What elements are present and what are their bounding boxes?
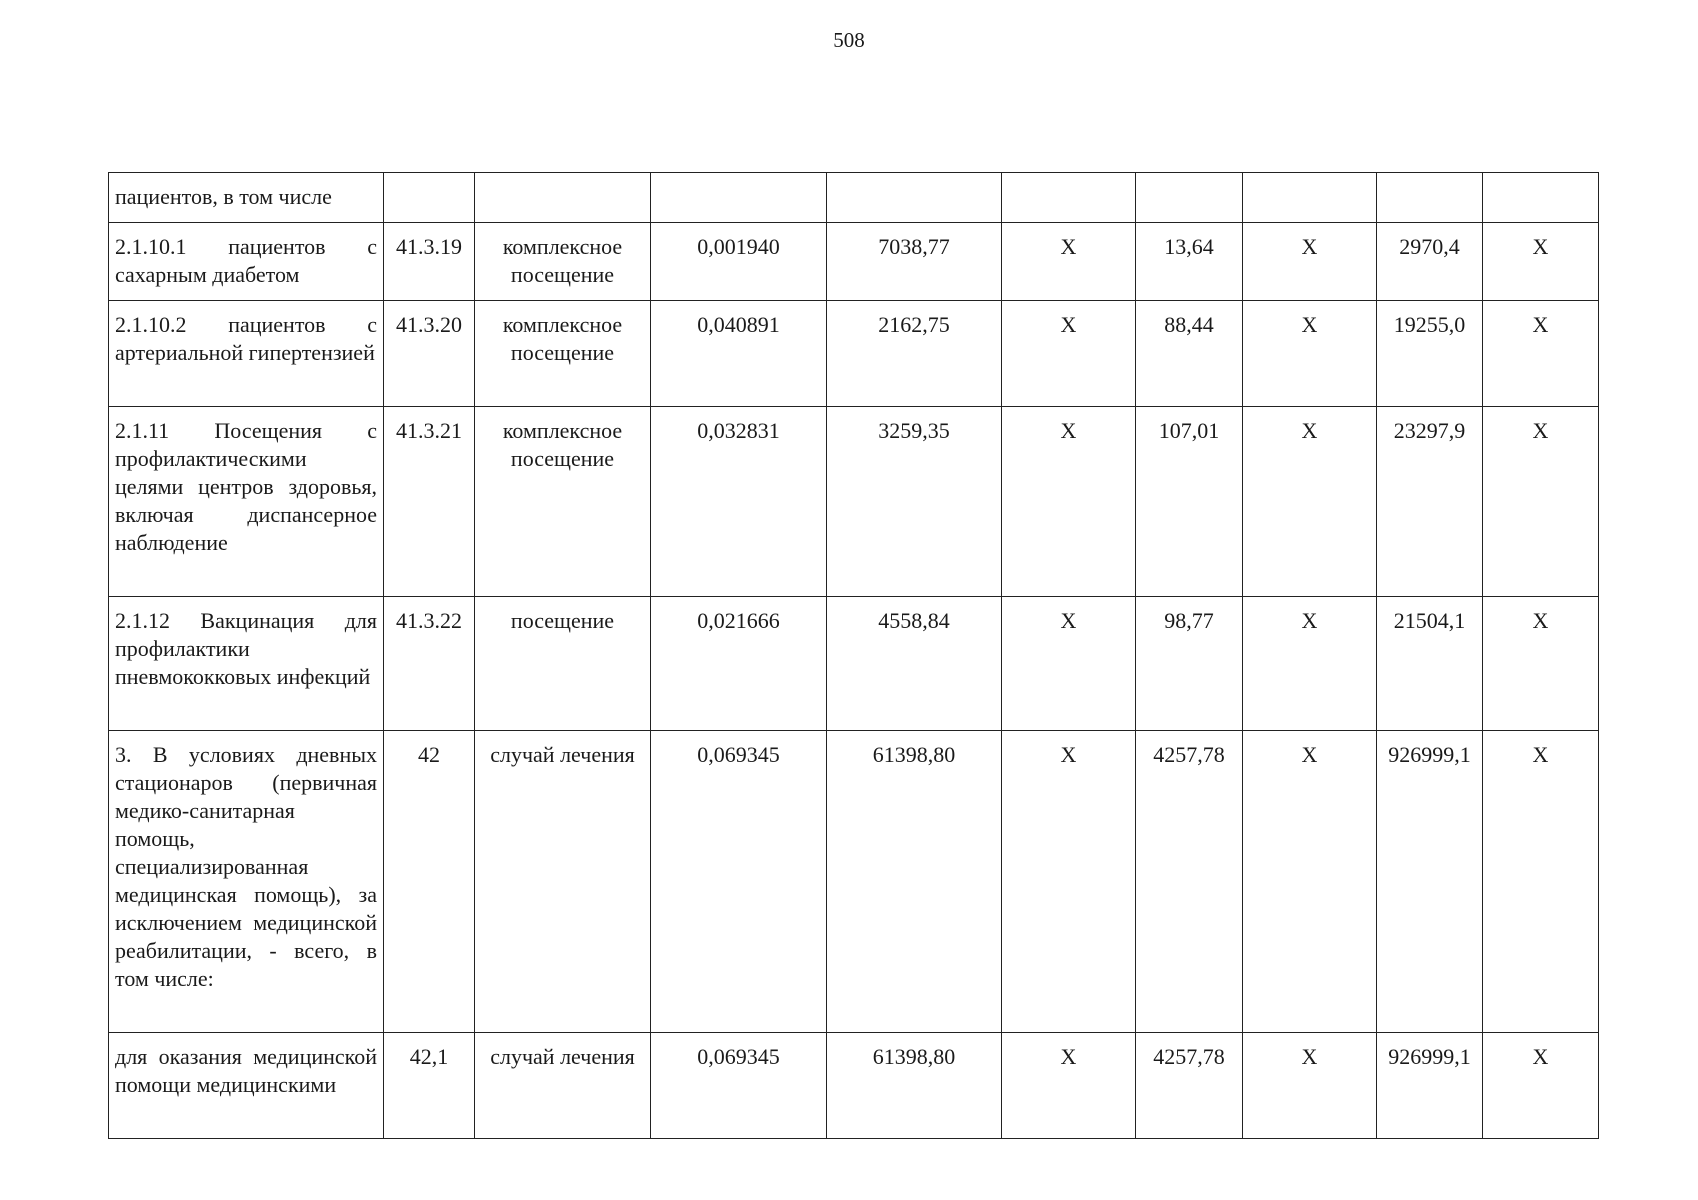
row-volume: 0,032831 [651, 407, 827, 597]
row-col6: Х [1002, 597, 1136, 731]
row-volume: 0,021666 [651, 597, 827, 731]
row-name: 2.1.10.2 пациентов с артериальной гипертензией [109, 301, 384, 407]
row-col6: Х [1002, 1033, 1136, 1139]
row-unit: комплексное посещение [475, 407, 651, 597]
row-volume: 0,001940 [651, 223, 827, 301]
row-col10: Х [1483, 731, 1599, 1033]
row-name: 2.1.11 Посещения с профилактическими целями центров здоровья, включая диспансерное наблюдение [109, 407, 384, 597]
row-col8: Х [1243, 407, 1377, 597]
row-cost: 7038,77 [827, 223, 1002, 301]
row-col10: Х [1483, 301, 1599, 407]
row-name: 3. В условиях дневных стационаров (первичная медико-санитарная помощь, специализированная медицинская помощь), за исключением медицинской реабилитации, - всего, в том числе: [109, 731, 384, 1033]
row-cost [827, 173, 1002, 223]
row-col8 [1243, 173, 1377, 223]
row-col8: Х [1243, 301, 1377, 407]
table-row [109, 407, 1599, 597]
row-unit: случай лечения [475, 1033, 651, 1139]
data-table [108, 172, 1599, 1139]
row-col10: Х [1483, 223, 1599, 301]
row-volume [651, 173, 827, 223]
table-row [109, 731, 1599, 1033]
row-col9: 23297,9 [1377, 407, 1483, 597]
row-col8: Х [1243, 731, 1377, 1033]
row-col9: 19255,0 [1377, 301, 1483, 407]
row-name: пациентов, в том числе [109, 173, 384, 223]
row-col8: Х [1243, 597, 1377, 731]
row-unit: посещение [475, 597, 651, 731]
row-col9: 21504,1 [1377, 597, 1483, 731]
row-col7: 98,77 [1136, 597, 1243, 731]
row-code: 41.3.21 [384, 407, 475, 597]
row-col6: Х [1002, 301, 1136, 407]
row-unit: случай лечения [475, 731, 651, 1033]
row-col7: 13,64 [1136, 223, 1243, 301]
row-name: 2.1.12 Вакцинация для профилактики пневмококковых инфекций [109, 597, 384, 731]
row-code: 41.3.19 [384, 223, 475, 301]
row-col10: Х [1483, 1033, 1599, 1139]
row-code: 42,1 [384, 1033, 475, 1139]
row-volume: 0,040891 [651, 301, 827, 407]
row-unit: комплексное посещение [475, 223, 651, 301]
row-col8: Х [1243, 223, 1377, 301]
row-col6 [1002, 173, 1136, 223]
row-cost: 61398,80 [827, 1033, 1002, 1139]
row-unit [475, 173, 651, 223]
row-volume: 0,069345 [651, 731, 827, 1033]
row-col8: Х [1243, 1033, 1377, 1139]
row-cost: 61398,80 [827, 731, 1002, 1033]
table-row [109, 597, 1599, 731]
row-col9: 926999,1 [1377, 1033, 1483, 1139]
row-col6: Х [1002, 223, 1136, 301]
row-cost: 3259,35 [827, 407, 1002, 597]
row-name: 2.1.10.1 пациентов с сахарным диабетом [109, 223, 384, 301]
row-volume: 0,069345 [651, 1033, 827, 1139]
row-col9: 2970,4 [1377, 223, 1483, 301]
row-col9 [1377, 173, 1483, 223]
row-name: для оказания медицинской помощи медицинскими [109, 1033, 384, 1139]
row-col10 [1483, 173, 1599, 223]
row-col7: 107,01 [1136, 407, 1243, 597]
page-number: 508 [833, 28, 865, 52]
row-code: 41.3.20 [384, 301, 475, 407]
table-row [109, 223, 1599, 301]
table-row [109, 1033, 1599, 1139]
row-cost: 4558,84 [827, 597, 1002, 731]
row-unit: комплексное посещение [475, 301, 651, 407]
table-row [109, 301, 1599, 407]
row-code: 41.3.22 [384, 597, 475, 731]
row-col10: Х [1483, 407, 1599, 597]
row-col6: Х [1002, 407, 1136, 597]
row-col7 [1136, 173, 1243, 223]
row-col7: 4257,78 [1136, 731, 1243, 1033]
row-col10: Х [1483, 597, 1599, 731]
row-code: 42 [384, 731, 475, 1033]
row-col6: Х [1002, 731, 1136, 1033]
row-col9: 926999,1 [1377, 731, 1483, 1033]
row-cost: 2162,75 [827, 301, 1002, 407]
row-code [384, 173, 475, 223]
table-row [109, 173, 1599, 223]
row-col7: 88,44 [1136, 301, 1243, 407]
row-col7: 4257,78 [1136, 1033, 1243, 1139]
